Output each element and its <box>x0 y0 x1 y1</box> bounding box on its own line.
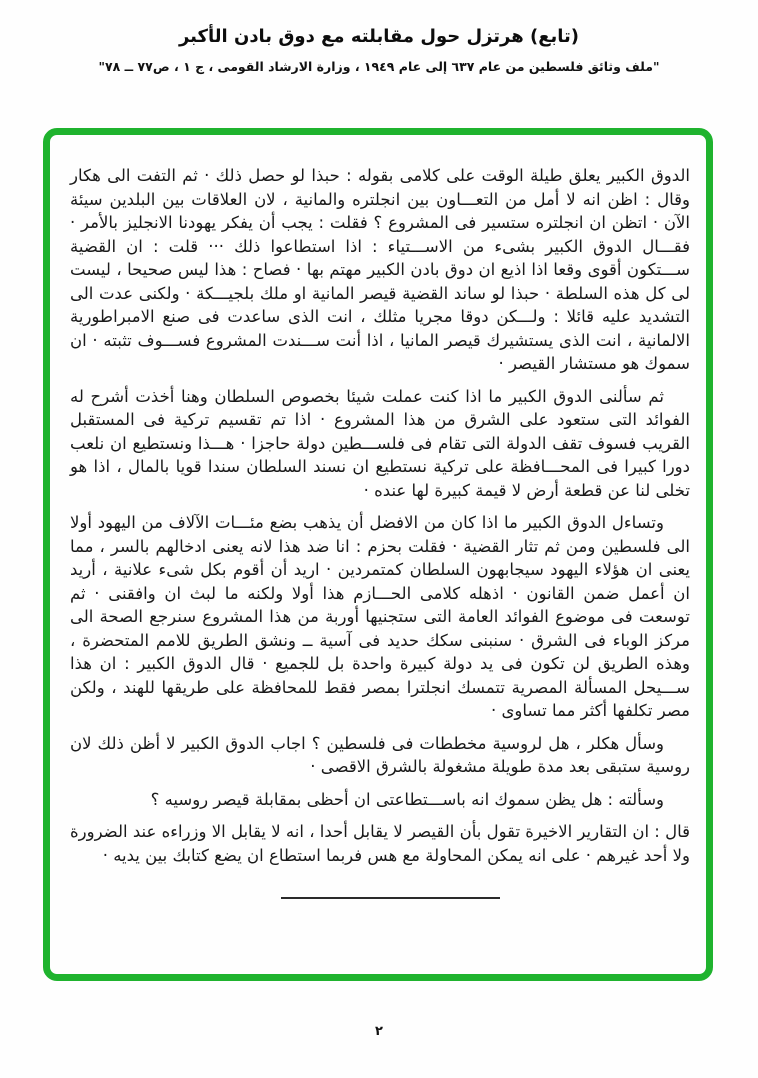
paragraph: وسألته : هل يظن سموك انه باســـتطاعتى ان أحظى بمقابلة قيصر روسيه ؟ <box>150 789 664 809</box>
paragraph: الدوق الكبير يعلق طيلة الوقت على كلامى بقوله : حبذا لو حصل ذلك · ثم التفت الى هكار وقال : اظن انه لا أمل من التعـــاون بين انجلتره والمانية ، لان العلاقات بين البلدين سيئة الآن · اتظن ان انجلتره ستسير فى المشروع ؟ فقلت : يجب أن يفكر يهودنا الانجليز بالأمر · فقـــال الدوق الكبير بشىء من الاســـتياء : اذا استطاعوا ذلك ··· قلت : ان القضية ســـتكون أقوى وقعا اذا اذيع ان دوق بادن الكبير مهتم بها · فصاح : هذا ليس صحيحا ، ليست لى كل هذه السلطة · حبذا لو ساند القضية قيصر المانية او ملك بلجيـــكة · ولكنى عدت الى التشديد عليه قائلا : ولـــكن دوقا مجريا مثلك ، انت الذى ساعدت فى صنع الامبراطورية الالمانية ، انت الذى يستشيرك قيصر المانيا ، اذا أنت ســـندت المشروع فســـوف تثبته · ان سموك هو مستشار القيصر · <box>70 166 690 373</box>
paragraph: ثم سألنى الدوق الكبير ما اذا كنت عملت شيئا بخصوص السلطان وهنا أخذت أشرح له الفوائد التى ستعود على الشرق من هذا المشروع · اذا تم تقسيم تركية فى المستقبل القريب فسوف تقف الدولة التى تقام فى فلســـطين دولة حاجزا · هـــذا ونستطيع ان نلعب دورا كبيرا فى المحـــافظة على تركية نستطيع ان نسند السلطان سندا قويا بالمال ، اذا هو تخلى لنا عن قطعة أرض لا قيمة كبيرة لها عنده · <box>70 386 690 500</box>
document-title: (تابع) هرتزل حول مقابلته مع دوق بادن الأكبر <box>178 26 580 47</box>
separator-line <box>281 897 500 899</box>
page-footer <box>0 1020 758 1039</box>
page-header <box>0 26 758 74</box>
paragraph: وتساءل الدوق الكبير ما اذا كان من الافضل أن يذهب بضع مئـــات الآلاف من اليهود أولا الى فلسطين ومن ثم تثار القضية · فقلت بحزم : انا ضد هذا لانه يعنى ادخالهم بالسر ، مما يعنى ان هؤلاء اليهود سيجابهون السلطان كمتمردين · اريد أن أقوم بكل شىء علانية ، أريد ان أعمل ضمن القانون · اذهله كلامى الحـــازم هذا أولا ولكنه ما لبث ان وافقنى · ثم توسعت فى موضوع الفوائد العامة التى ستجنيها أوربة من هذا المشروع سنرجع الصحة الى مركز الوباء فى الشرق · سنبنى سكك حديد فى آسية ــ ونشق الطريق للامم المتحضرة ، وهذه الطريق لن تكون فى يد دولة كبيرة واحدة بل للجميع · قال الدوق الكبير : ان هذا ســـيحل المسألة المصرية تتمسك انجلترا بمصر فقط للمحافظة على طريقها للهند ، ولكن مصر تكلفها أكثر مما تساوى · <box>70 513 690 720</box>
document-body <box>70 164 690 876</box>
document-source-citation: "ملف وثائق فلسطين من عام ٦٣٧ إلى عام ١٩٤٩ ، وزارة الارشاد القومى ، ج ١ ، ص٧٧ ــ ٧٨" <box>98 59 660 74</box>
page-number: ٢ <box>375 1024 383 1039</box>
paragraph: قال : ان التقارير الاخيرة تقول بأن القيصر لا يقابل أحدا ، انه لا يقابل الا وزراءه عند الضرورة ولا أحد غيرهم · على انه يمكن المحاولة مع هس فربما استطاع ان يضع كتابك بين يديه · <box>70 822 690 865</box>
paragraph: وسأل هكلر ، هل لروسية مخططات فى فلسطين ؟ اجاب الدوق الكبير لا أظن ذلك لان روسية ستبقى بعد مدة طويلة مشغولة بالشرق الاقصى · <box>70 733 690 776</box>
